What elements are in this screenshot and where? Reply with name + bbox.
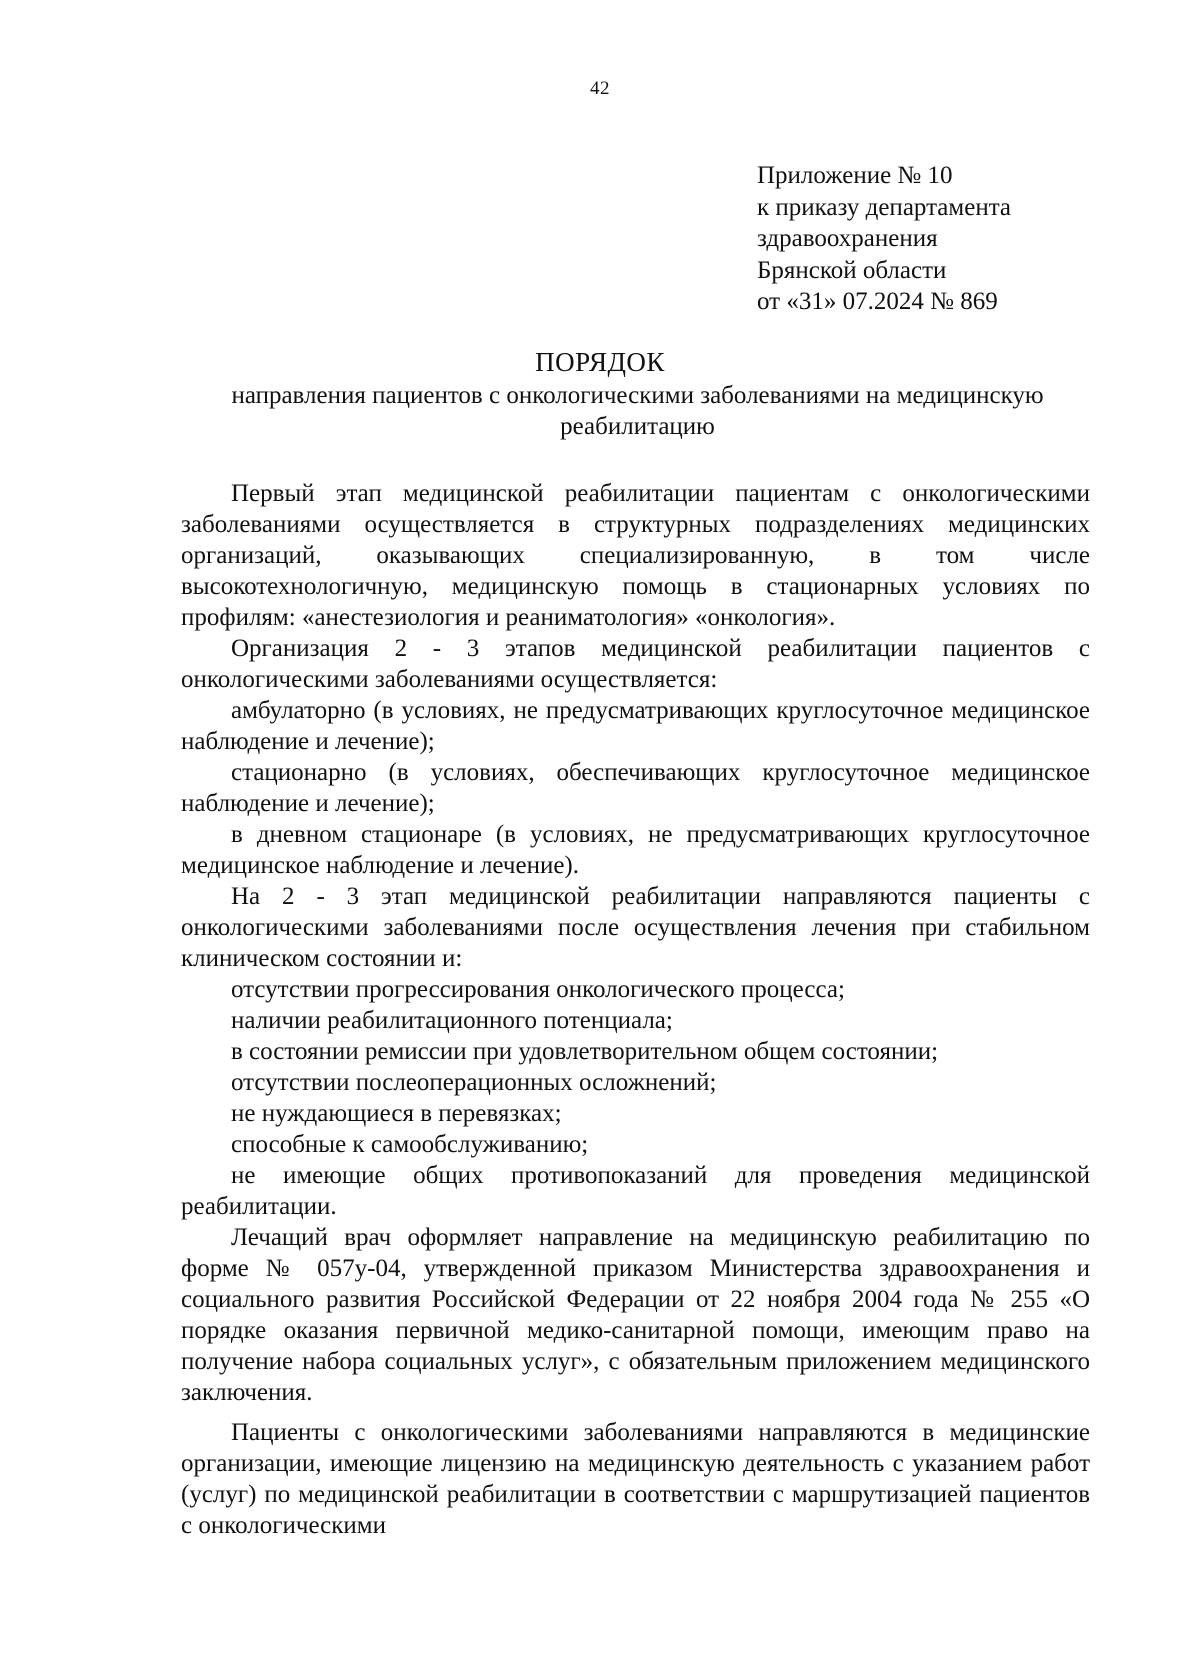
- list-item: в состоянии ремиссии при удовлетворительном общем состоянии;: [231, 1038, 939, 1065]
- page-number: 42: [590, 78, 610, 99]
- document-title: ПОРЯДОК: [535, 347, 665, 377]
- body-paragraph: Организация 2 - 3 этапов медицинской реабилитации пациентов с онкологическими заболеваниями осуществляется:: [181, 635, 1090, 693]
- annex-header: [757, 160, 1011, 318]
- body-paragraph: Пациенты с онкологическими заболеваниями направляются в медицинские организации, имеющие лицензию на медицинскую деятельность с указанием работ (услуг) по медицинской реабилитации в соответствии с маршрутизацией пациентов с онкологическими: [181, 1419, 1090, 1539]
- list-item: наличии реабилитационного потенциала;: [231, 1007, 673, 1034]
- annex-line: к приказу департамента: [757, 193, 1012, 221]
- body-paragraph: На 2 - 3 этап медицинской реабилитации направляются пациенты с онкологическими заболеваниями после осуществления лечения при стабильном клиническом состоянии и:: [181, 883, 1090, 972]
- annex-line: Брянской области: [757, 256, 947, 284]
- annex-line: здравоохранения: [757, 225, 938, 252]
- list-item: отсутствии прогрессирования онкологического процесса;: [231, 976, 845, 1003]
- body-paragraph: Первый этап медицинской реабилитации пациентам с онкологическими заболеваниями осуществляется в структурных подразделениях медицинских организаций, оказывающих специализированную, в том числе высокотехнологичную, медицинскую помощь в стационарных условиях по профилям: «анестезиология и реаниматология» «онкология».: [181, 480, 1090, 631]
- document-body: [181, 478, 1090, 1541]
- list-item: не имеющие общих противопоказаний для проведения медицинской реабилитации.: [181, 1162, 1090, 1220]
- annex-line: Приложение № 10: [757, 162, 953, 189]
- list-item: отсутствии послеоперационных осложнений;: [231, 1069, 717, 1096]
- list-item: не нуждающиеся в перевязках;: [231, 1100, 562, 1127]
- annex-line: от «31» 07.2024 № 869: [757, 288, 998, 315]
- body-paragraph: в дневном стационаре (в условиях, не предусматривающих круглосуточное медицинское наблюдение и лечение).: [181, 821, 1090, 879]
- body-paragraph: амбулаторно (в условиях, не предусматривающих круглосуточное медицинское наблюдение и лечение);: [181, 697, 1090, 755]
- body-paragraph: стационарно (в условиях, обеспечивающих круглосуточное медицинское наблюдение и лечение);: [181, 759, 1090, 817]
- list-item: способные к самообслуживанию;: [231, 1131, 589, 1158]
- document-subtitle: направления пациентов с онкологическими заболеваниями на медицинскую реабилитацию: [231, 382, 1044, 440]
- body-paragraph: Лечащий врач оформляет направление на медицинскую реабилитацию по форме № 057у-04, утвержденной приказом Министерства здравоохранения и социального развития Российской Федерации от 22 ноября 2004 года № 255 «О порядке оказания первичной медико-санитарной помощи, имеющим право на получение набора социальных услуг», с обязательным приложением медицинского заключения.: [181, 1224, 1090, 1406]
